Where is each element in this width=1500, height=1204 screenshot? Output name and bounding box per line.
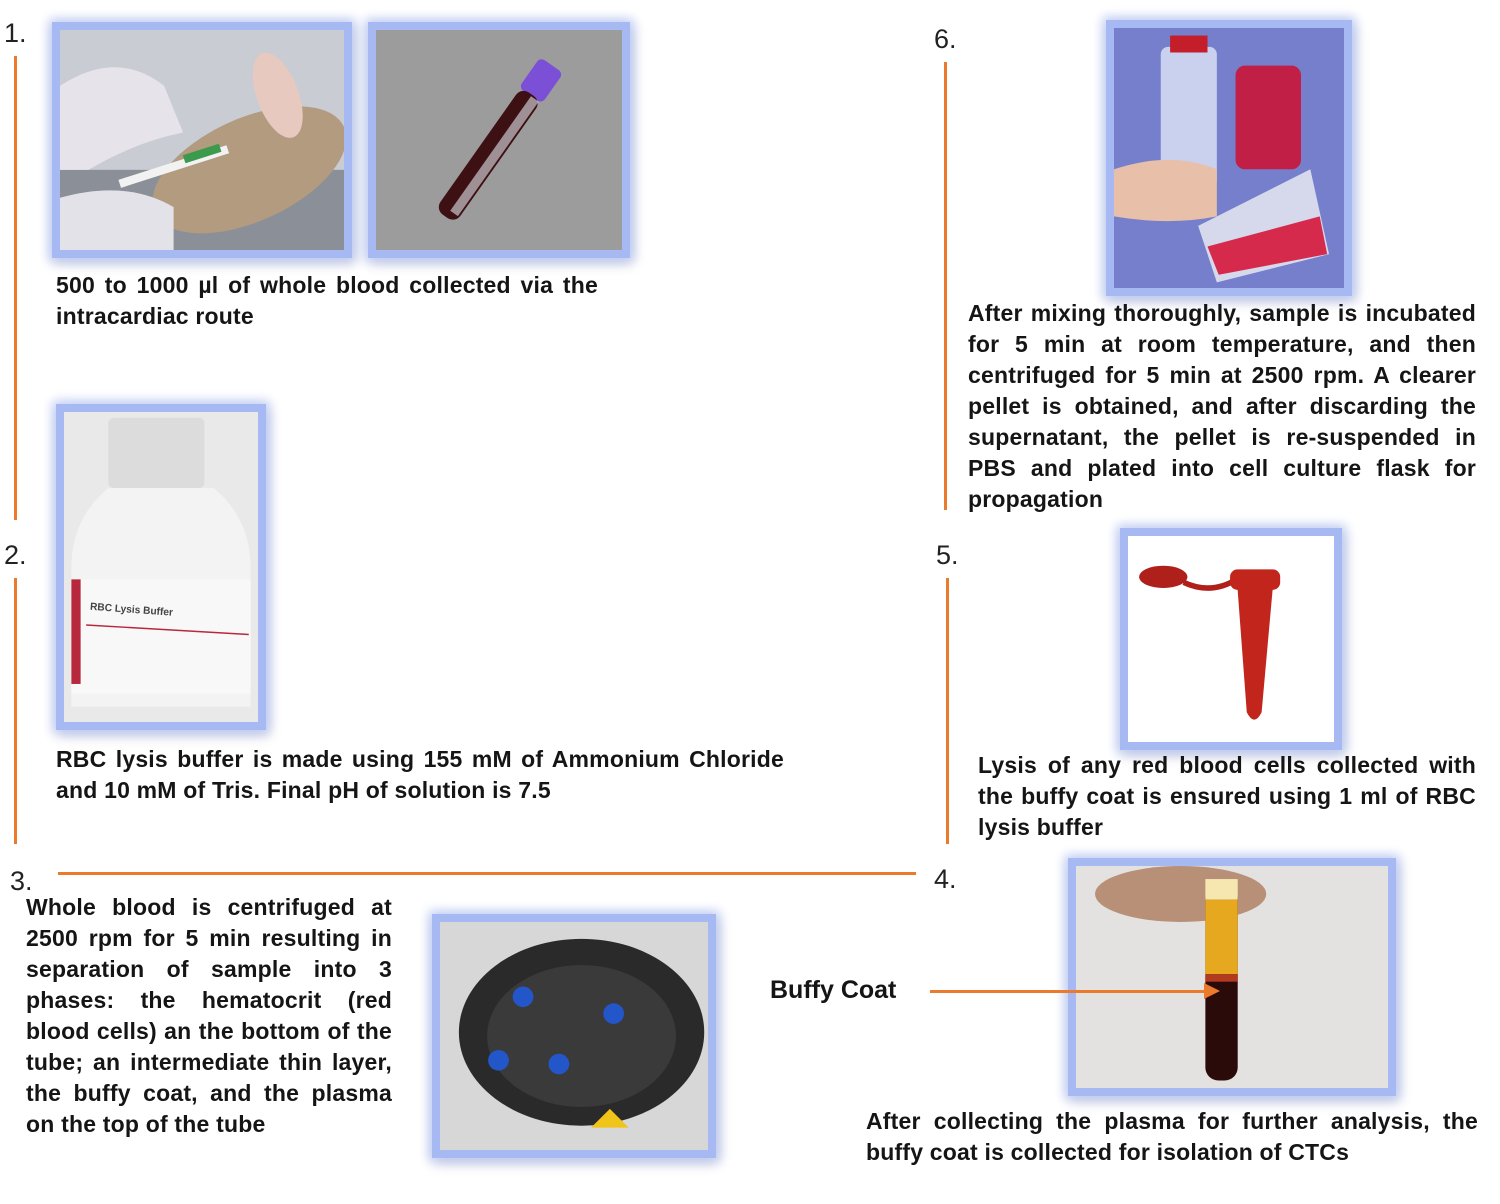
bottle-label-text: RBC Lysis Buffer xyxy=(89,601,174,619)
microcentrifuge-tube-image xyxy=(1120,528,1342,750)
step-number-1: 1. xyxy=(4,18,27,48)
connector-1-2 xyxy=(14,56,17,520)
buffy-coat-label: Buffy Coat xyxy=(770,976,897,1004)
rbc-lysis-buffer-bottle-image xyxy=(56,404,266,730)
step-number-3: 3. xyxy=(10,866,33,896)
connector-2-3 xyxy=(14,578,17,844)
centrifuge-image xyxy=(432,914,716,1158)
blood-tube-image xyxy=(368,22,630,258)
step-number-2: 2. xyxy=(4,540,27,570)
buffy-coat-arrowhead xyxy=(1204,983,1220,999)
step-3-caption: Whole blood is centrifuged at 2500 rpm for 5 min resulting in separation of sample into 3 phases: the hematocrit (red blood cells) an the bottom of the tube; an intermediate thin layer, the buffy coat, and the plasma on the top of the tube xyxy=(26,894,392,1137)
step-2-caption: RBC lysis buffer is made using 155 mM of Ammonium Chloride and 10 mM of Tris. Final pH of solution is 7.5 xyxy=(56,746,784,803)
step-1-caption: 500 to 1000 µl of whole blood collected via the intracardiac route xyxy=(56,272,598,329)
step-number-6: 6. xyxy=(934,24,957,54)
connector-4-5 xyxy=(946,578,949,844)
step-number-5: 5. xyxy=(936,540,959,570)
step-6-caption: After mixing thoroughly, sample is incubated for 5 min at room temperature, and then centrifuged for 5 min at 2500 rpm. A clearer pellet is obtained, and after discarding the supernatant, the pellet is re-suspended in PBS and plated into cell culture flask for propagation xyxy=(968,300,1476,512)
buffy-coat-arrow xyxy=(930,990,1206,993)
step-5-caption: Lysis of any red blood cells collected with the buffy coat is ensured using 1 ml of RBC lysis buffer xyxy=(978,752,1476,840)
buffy-coat-tube-image xyxy=(1068,858,1396,1096)
step-4-caption: After collecting the plasma for further analysis, the buffy coat is collected for isolation of CTCs xyxy=(866,1108,1478,1165)
step-number-4: 4. xyxy=(934,864,957,894)
connector-3-4 xyxy=(58,872,916,875)
mouse-blood-collection-image xyxy=(52,22,352,258)
connector-5-6 xyxy=(944,62,947,510)
cell-culture-flasks-image xyxy=(1106,20,1352,296)
